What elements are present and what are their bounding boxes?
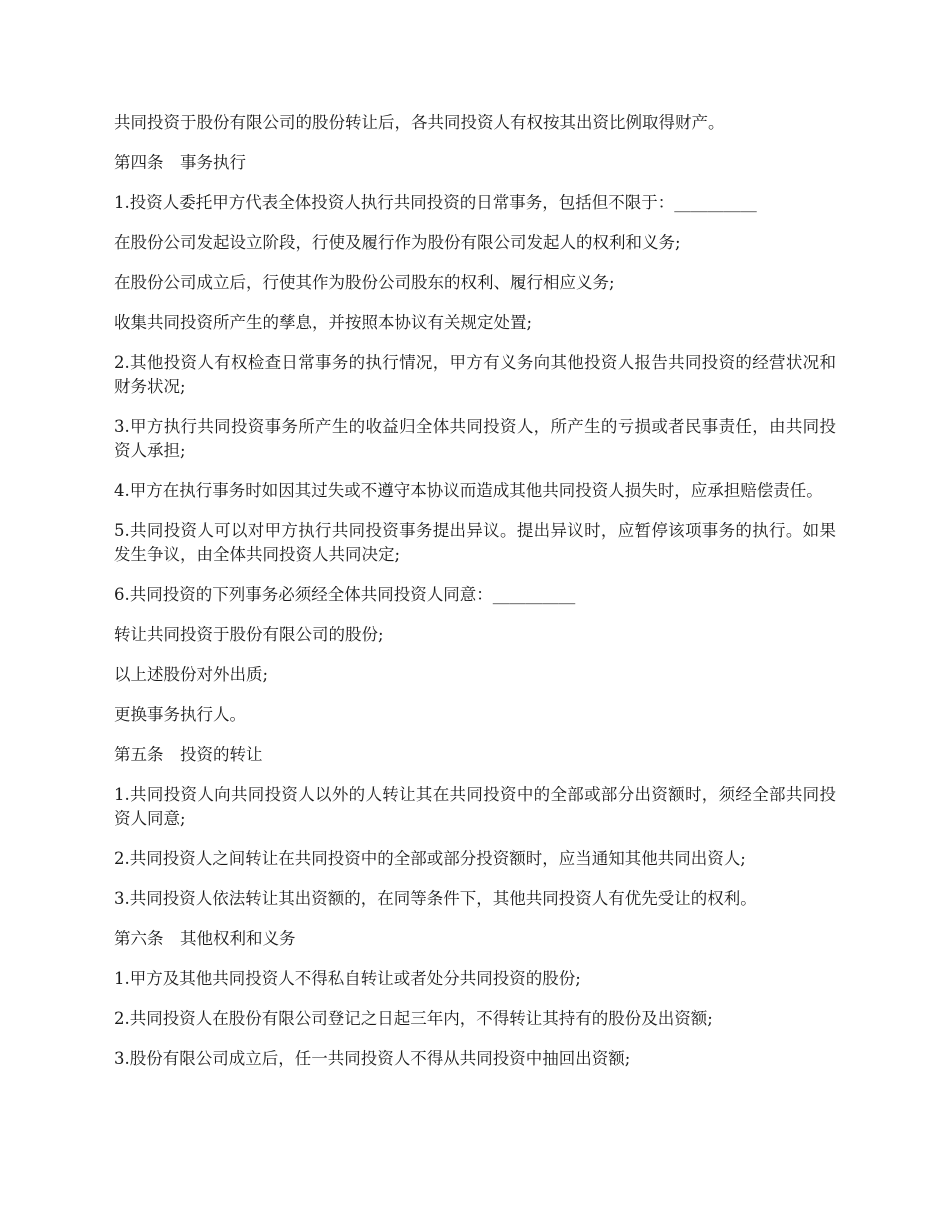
article-4-clause-1-item-a: 在股份公司发起设立阶段，行使及履行作为股份有限公司发起人的权利和义务;: [114, 233, 681, 252]
paragraph-property-distribution: 共同投资于股份有限公司的股份转让后，各共同投资人有权按其出资比例取得财产。: [114, 113, 725, 132]
article-4-clause-1: 1.投资人委托甲方代表全体投资人执行共同投资的日常事务，包括但不限于：__________: [114, 193, 757, 212]
article-6-heading: 第六条 其他权利和义务: [114, 929, 296, 948]
article-4-clause-6-item-c: 更换事务执行人。: [114, 705, 246, 724]
article-4-heading: 第四条 事务执行: [114, 153, 246, 172]
article-5-heading: 第五条 投资的转让: [114, 745, 263, 764]
article-4-clause-2: 2.其他投资人有权检查日常事务的执行情况，甲方有义务向其他投资人报告共同投资的经营状况和财务状况;: [114, 353, 836, 396]
article-4-clause-5: 5.共同投资人可以对甲方执行共同投资事务提出异议。提出异议时，应暂停该项事务的执行。如果发生争议，由全体共同投资人共同决定;: [114, 521, 836, 564]
article-4-clause-6-item-b: 以上述股份对外出质;: [114, 665, 269, 684]
article-4-clause-6-item-a: 转让共同投资于股份有限公司的股份;: [114, 625, 384, 644]
document-page: [114, 111, 836, 1087]
article-4-clause-4: 4.甲方在执行事务时如因其过失或不遵守本协议而造成其他共同投资人损失时，应承担赔偿责任。: [114, 481, 823, 500]
article-5-clause-3: 3.共同投资人依法转让其出资额的，在同等条件下，其他共同投资人有优先受让的权利。: [114, 889, 757, 908]
article-6-clause-2: 2.共同投资人在股份有限公司登记之日起三年内，不得转让其持有的股份及出资额;: [114, 1009, 713, 1028]
article-5-clause-2: 2.共同投资人之间转让在共同投资中的全部或部分投资额时，应当通知其他共同出资人;: [114, 849, 746, 868]
article-6-clause-3: 3.股份有限公司成立后，任一共同投资人不得从共同投资中抽回出资额;: [114, 1049, 631, 1068]
article-4-clause-3: 3.甲方执行共同投资事务所产生的收益归全体共同投资人，所产生的亏损或者民事责任，由共同投资人承担;: [114, 417, 836, 460]
article-4-clause-1-item-b: 在股份公司成立后，行使其作为股份公司股东的权利、履行相应义务;: [114, 273, 615, 292]
article-4-clause-1-item-c: 收集共同投资所产生的孳息，并按照本协议有关规定处置;: [114, 313, 533, 332]
article-6-clause-1: 1.甲方及其他共同投资人不得私自转让或者处分共同投资的股份;: [114, 969, 581, 988]
article-5-clause-1: 1.共同投资人向共同投资人以外的人转让其在共同投资中的全部或部分出资额时，须经全部共同投资人同意;: [114, 785, 836, 828]
article-4-clause-6: 6.共同投资的下列事务必须经全体共同投资人同意：__________: [114, 585, 576, 604]
